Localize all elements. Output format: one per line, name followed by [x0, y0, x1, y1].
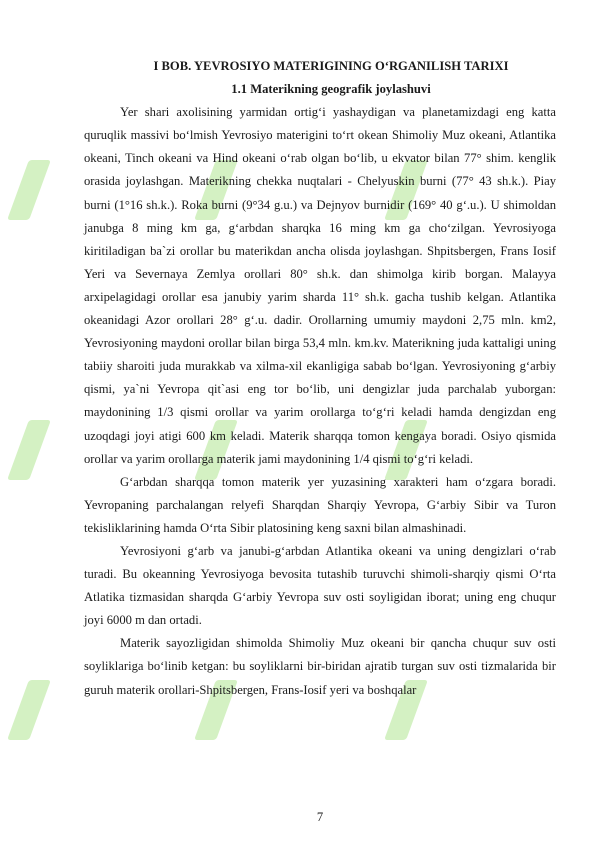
page-number: 7: [316, 810, 324, 824]
chapter-title: I BOB. YEVROSIYO MATERIGINING O‘RGANILISH TARIXI: [153, 59, 509, 73]
page-content: [84, 55, 556, 702]
paragraph-3: Yevrosiyoni g‘arb va janubi-g‘arbdan Atlantika okeani va uning dengizlari o‘rab turadi. Bu okeanning Yevrosiyoga bevosita tutashib turuvchi shimoli-sharqiy qismi O‘rta Atlatika tizmasidan sharqda G‘arbiy Yevropa suv osti soyligidan iborat; uning eng chuqur joyi 6000 m dan ortadi.: [84, 543, 556, 628]
section-title: 1.1 Materikning geografik joylashuvi: [231, 82, 431, 97]
paragraph-1: Yer shari axolisining yarmidan ortig‘i yashaydigan va planetamizdagi eng katta quruqlik massivi bo‘lmish Yevrosiyo materigini to‘rt okean Shimoliy Muz okeani, Atlantika okeani, Tinch okeani va Hind okeani o‘rab olgan bo‘lib, u ekvator bilan 77° shim. kenglik orasida joylashgan. Materikning chekka nuqtalari - Chelyuskin burni (77° 43 sh.k.). Piay burni (1°16 sh.k.). Roka burni (9°34 g.u.) va Dejnyov burnidir (169° 40 g‘.u.). U shimoldan janubga 8 ming km ga, g‘arbdan sharqka 16 ming km ga cho‘zilgan. Yevrosiyoga kiritiladigan ba`zi orollar bu materikdan ancha olisda joylashgan. Shpitsbergen, Frans Iosif Yeri va Severnaya Zemlya orollari 80° sh.k. dan shimolga kirib borgan. Malayya arxipelagidagi orollar esa janubiy yarim sharda 11° sh.k. gacha tushib kelgan. Atlantika okeanidagi Azor orollari 28° g‘.u. dadir. Orollarning umumiy maydoni 2,75 mln. km2, Yevrosiyoning maydoni orollar bilan birga 53,4 mln. km.kv. Materikning juda kattaligi uning tabiiy sharoiti juda murakkab va xilma-xil ekanligiga sabab bo‘lgan. Yevrosiyoning g‘arbiy qismi, ya`ni Yevropa qit`asi eng tor bo‘lib, uni dengizlar juda parchalab yuborgan: maydonining 1/3 qismi orollar va yarim orollarga to‘g‘ri keladi hamda dengizdan eng uzoqdagi joyi atigi 600 km keladi. Materik sharqqa tomon kengaya boradi. Osiyo qismida orollar va yarim orollarga materik jami maydonining 1/4 qismi to‘g‘ri keladi.: [84, 105, 556, 466]
paragraph-4: Materik sayozligidan shimolda Shimoliy Muz okeani bir qancha chuqur suv osti soyliklariga bo‘linib ketgan: bu soyliklarni bir-biridan ajratib turgan suv osti tizmalarida bir guruh materik orollari-Shpitsbergen, Frans-Iosif yeri va boshqalar: [84, 636, 556, 697]
paragraph-2: G‘arbdan sharqqa tomon materik yer yuzasining xarakteri ham o‘zgara boradi. Yevropaning parchalangan relyefi Sharqdan Sharqiy Yevropa, G‘arbiy Sibir va Turon tekisliklarining hamda O‘rta Sibir platosining keng saxni bilan almashinadi.: [84, 474, 556, 535]
